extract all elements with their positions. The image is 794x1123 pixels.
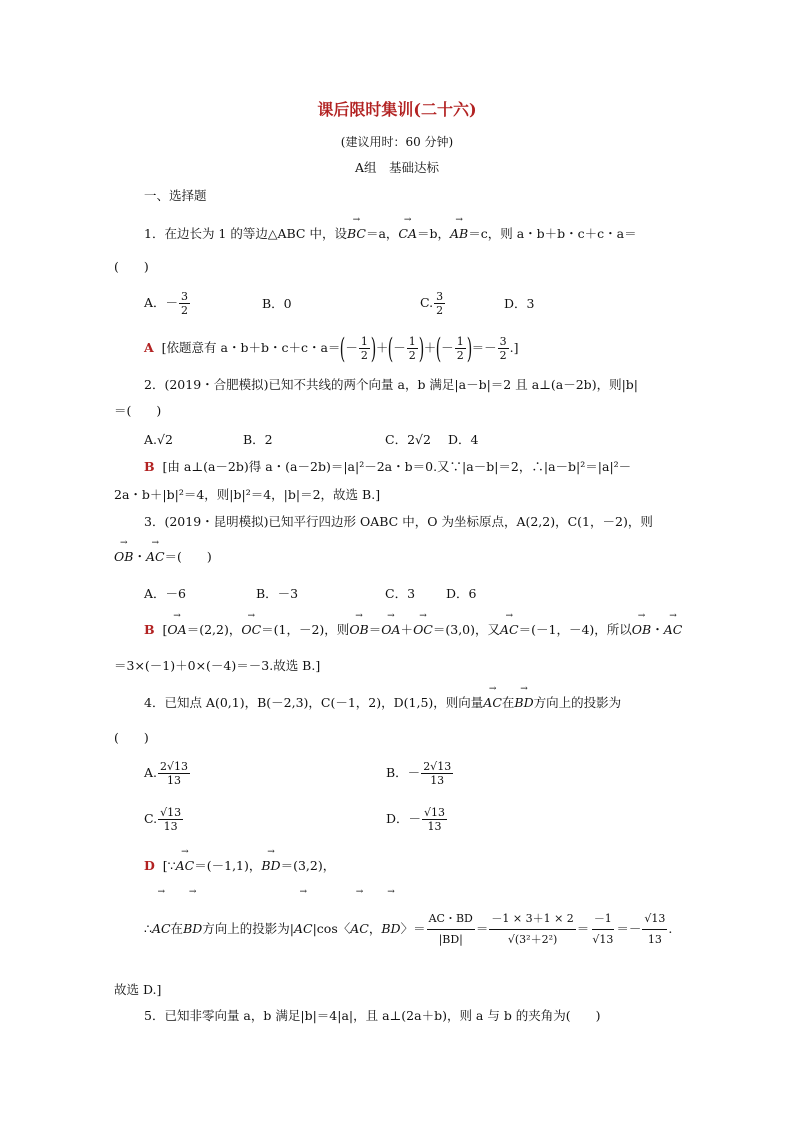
question-3-stem-cont: → OB・→ AC＝( ) (114, 549, 212, 565)
q1-option-d: D．3 (504, 296, 535, 311)
q3-option-d: D．6 (446, 586, 477, 601)
page-title: 课后限时集训(二十六) (317, 100, 477, 119)
q4-solution-formula: ∴→ AC在→ BD方向上的投影为|→ AC|cos〈→ AC，→ BD〉＝ $\frac{AC・BD}{|BD|}$ ＝ $\frac{-1 \times 3+1 \times 2}{\text{√(3²＋2²)}}$ ＝ $\frac{-1}{√13}$ ＝－ $\frac{√13}{13}$ . (144, 898, 672, 960)
vector-bc: → BC (347, 226, 366, 242)
q2-option-a: A.√2 (144, 432, 173, 447)
question-1-stem: 1．在边长为 1 的等边△ABC 中，设→ BC＝a，→ CA＝b，→ AB＝c，则 a・b＋b・c＋c・a＝ (144, 226, 637, 242)
q3-option-c: C．3 (385, 586, 416, 601)
q1-option-a: A．－ $\frac{3}{2}$ (144, 290, 189, 317)
answer-label: A (144, 340, 154, 355)
q3-solution-cont: ＝3×(－1)＋0×(－4)＝－3.故选 B.] (114, 658, 321, 673)
q2-option-d: D．4 (448, 432, 479, 447)
question-1-paren: ( ) (114, 259, 149, 274)
question-3-stem: 3．(2019・昆明模拟)已知平行四边形 OABC 中，O 为坐标原点，A(2,2)，C(1，－2)，则 (144, 514, 653, 529)
question-4-stem: 4．已知点 A(0,1)，B(－2,3)，C(－1，2)，D(1,5)，则向量→ AC在→ BD方向上的投影为 (144, 695, 621, 711)
time-note: (建议用时：60 分钟) (340, 135, 454, 149)
vector-ac: → AC (146, 549, 165, 565)
q1-option-b: B．0 (262, 296, 292, 311)
vector-ab: → AB (450, 226, 468, 242)
question-4-paren: ( ) (114, 730, 149, 745)
section-heading: 一、选择题 (144, 188, 207, 203)
q1-option-c: C. $\frac{3}{2}$ (420, 290, 444, 317)
answer-label: B (144, 459, 155, 474)
question-2-stem: 2．(2019・合肥模拟)已知不共线的两个向量 a，b 满足|a－b|＝2 且 a⊥(a－2b)，则|b| (144, 377, 638, 392)
q3-option-a: A．－6 (144, 586, 186, 601)
q4-solution: D [∵→ AC＝(－1,1)，→ BD＝(3,2)， (144, 858, 335, 874)
q3-solution: B [→ OA＝(2,2)，→ OC＝(1，－2)，则→ OB＝→ OA＋→ OC＝(3,0)，又→ AC＝(－1，－4)，所以→ OB・→ AC (144, 622, 682, 638)
question-5-stem: 5．已知非零向量 a，b 满足|b|＝4|a|，且 a⊥(2a＋b)，则 a 与 b 的夹角为( ) (144, 1008, 601, 1023)
q4-option-c: C. $\frac{√13}{13}$ (144, 806, 182, 833)
q4-option-a: A. $\frac{2√13}{13}$ (144, 760, 189, 787)
q2-solution-cont: 2a・b＋|b|²＝4，则|b|²＝4，|b|＝2，故选 B.] (114, 487, 381, 502)
answer-label: B (144, 622, 155, 637)
q4-option-b: B．－ $\frac{2√13}{13}$ (386, 760, 452, 787)
q4-solution-end: 故选 D.] (114, 982, 162, 997)
q3-option-b: B．－3 (256, 586, 299, 601)
vector-ob: → OB (114, 549, 133, 565)
answer-label: D (144, 858, 155, 873)
question-2-stem-cont: ＝( ) (114, 403, 162, 418)
q2-solution: B [由 a⊥(a－2b)得 a・(a－2b)＝|a|²－2a・b＝0.又∵|a－b|＝2，∴|a－b|²＝|a|²－ (144, 459, 632, 474)
q1-solution: A [依题意有 a・b＋b・c＋c・a＝(－ $\frac{1}{2}$ )＋(－ $\frac{1}{2}$ )＋(－ $\frac{1}{2}$ )＝－ $\frac{3}{2}$ .] (144, 331, 519, 365)
q2-option-b: B．2 (243, 432, 273, 447)
vector-ca: → CA (398, 226, 417, 242)
q4-option-d: D．－ $\frac{√13}{13}$ (386, 806, 446, 833)
q2-option-c: C．2√2 (385, 432, 431, 447)
group-heading: A组 基础达标 (354, 160, 440, 175)
